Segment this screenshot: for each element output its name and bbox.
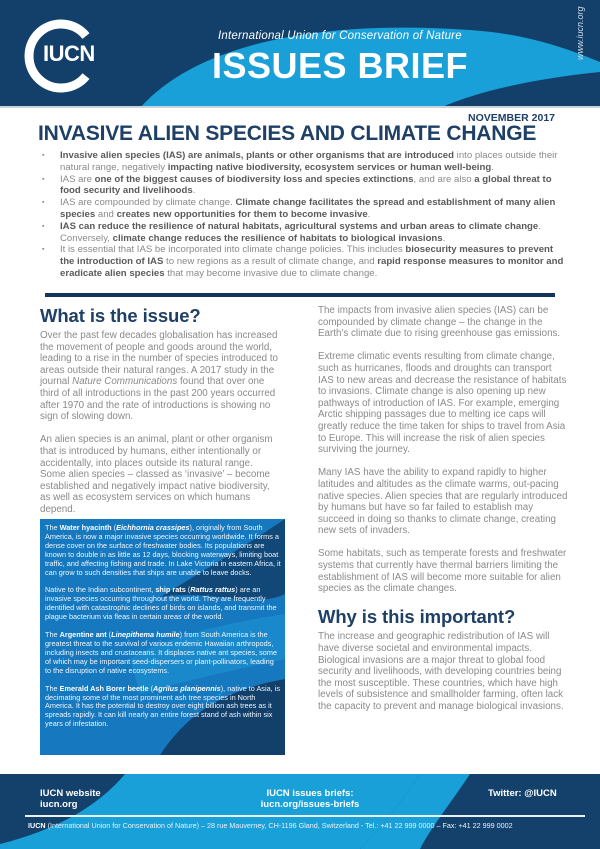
logo-text: IUCN [43,41,95,66]
key-point-item: ▪ IAS are one of the biggest causes of biodiversity loss and species extinctions, and are also a global threat to food security and livelihoods. [40,174,570,198]
key-point-item: ▪ It is essential that IAS be incorporated into climate change policies. This includes biosecurity measures to prevent the introduction of IAS to new regions as a result of climate change, and rapid response measures to monitor and eradicate alien species that may become invasive due to climate change. [40,244,570,279]
species-example: The Argentine ant (Linepithema humile) from South America is the greatest threat to the survival of various endemic Hawaiian arthropods, including insects and crustaceans. It displaces native ant species, some of which may be important seed-dispersers or plant-pollinators, leading to the disruption of native ecosystems. [45,630,278,675]
footer-briefs [200,788,420,810]
left-column [40,305,280,527]
footer-website-link[interactable]: iucn.org [40,799,78,810]
header-rule [0,106,600,108]
species-example: The Emerald Ash Borer beetle (Agrilus planipennis), native to Asia, is decimating some of the most prominent ash tree species in North America. It has the potential to destroy over eight billion ash trees as it spreads rapidly. It can kill nearly an entire forest stand of ash within six years of infestation. [45,683,280,729]
footer-wave-graphic [0,774,600,849]
footer-website-label: IUCN website [40,788,101,799]
key-point-item: ▪ IAS can reduce the resilience of natural habitats, agricultural systems and urban areas to climate change. Conversely, climate change reduces the resilience of habitats to biological invasions. [40,221,570,245]
section-divider [45,293,555,297]
footer-rule [25,815,585,817]
species-example: Native to the Indian subcontinent, ship rats (Rattus rattus) are an invasive species occurring throughout the world. They are frequently identified with catastrophic declines of birds on islands, and transmit the plague bacterium via fleas in certain areas of the world. [45,585,277,622]
footer-address: IUCN (International Union for Conservation of Nature) – 28 rue Mauverney, CH-1196 Gland, Switzerland - Tel.: +41 22 999 0000 – Fax: +41 22 999 0002 [28,821,513,830]
brief-title: ISSUES BRIEF [212,45,469,86]
header-banner [0,0,600,108]
impacts-paragraph-3: Many IAS have the ability to expand rapidly to higher latitudes and altitudes as the climate warms, out-pacing native species. Alien species that are regularly introduced by humans but have so far failed to establish may succeed in doing so thanks to climate change, creating new sets of invaders. [318,467,568,537]
species-examples-text [45,524,281,738]
website-vertical[interactable]: www.iucn.org [575,6,585,60]
key-point-item: ▪ Invasive alien species (IAS) are animals, plants or other organisms that are introduced into places outside their natural range, negatively impacting native biodiversity, ecosystem services or human well-being. [40,150,570,174]
section-heading-issue: What is the issue? [40,305,201,326]
org-name: International Union for Conservation of Nature [218,30,462,42]
impacts-paragraph-1: The impacts from invasive alien species (IAS) can be compounded by climate change – the change in the Earth’s climate due to rising greenhouse gas emissions. [318,305,561,340]
key-points-list [40,150,570,280]
footer-briefs-link[interactable]: iucn.org/issues-briefs [260,799,360,810]
impacts-paragraph-4: Some habitats, such as temperate forests and freshwater systems that currently have thermal barriers limiting the establishment of IAS will become more suitable for alien species as the climate changes. [318,548,567,595]
footer-twitter-link[interactable]: Twitter: @IUCN [488,788,557,799]
issue-paragraph-2: An alien species is an animal, plant or other organism that is introduced by humans, either intentionally or accidentally, into places outside its natural range. Some alien species – classed as ‘invasive’ – become established and negatively impact native biodiversity, as well as ecosystem services on which humans depend. [40,434,273,515]
publication-date: NOVEMBER 2017 [468,112,555,124]
section-heading-importance: Why is this important? [318,606,516,628]
footer-website [40,788,101,810]
species-examples-box [40,519,285,755]
page-title: INVASIVE ALIEN SPECIES AND CLIMATE CHANGE [38,122,537,145]
footer-briefs-label: IUCN issues briefs: [266,788,354,799]
right-column [318,305,568,724]
impacts-paragraph-2: Extreme climatic events resulting from climate change, such as hurricanes, floods and droughts can transport IAS to new areas and decrease the resistance of habitats to invasions. Climate change is also opening up new pathways of introduction of IAS. For example, emerging Arctic shipping passages due to melting ice caps will greatly reduce the time taken for ships to travel from Asia to Europe. This will increase the risk of alien species surviving the journey. [318,351,567,456]
importance-paragraph: The increase and geographic redistribution of IAS will have diverse societal and environmental impacts. Biological invasions are a major threat to global food security and livelihoods, with developing countries being the most susceptible. These countries, which have high levels of subsistence and smallholder farming, often lack the capacity to prevent and manage biological invasions. [318,631,564,712]
key-point-item: ▪ IAS are compounded by climate change. Climate change facilitates the spread and establishment of many alien species and creates new opportunities for them to become invasive. [40,197,570,221]
footer [0,774,600,849]
species-example: The Water hyacinth (Eichhornia crassipes), originally from South America, is now a major invasive species occurring worldwide. It forms a dense cover on the surface of freshwater bodies. Its populations are known to double in as little as 12 days, blocking waterways, limiting boat traffic, and affecting fishing and trade. In Lake Victoria in eastern Africa, it can grow to such densities that ships are unable to leave docks. [45,523,281,577]
issue-paragraph-1: Over the past few decades globalisation has increased the movement of people and goods around the world, leading to a rise in the number of species introduced to areas outside their natural ranges. A 2017 study in the journal Nature Communications found that over one third of all introductions in the past 200 years occurred after 1970 and the rate of introductions is showing no sign of slowing down. [40,330,278,423]
